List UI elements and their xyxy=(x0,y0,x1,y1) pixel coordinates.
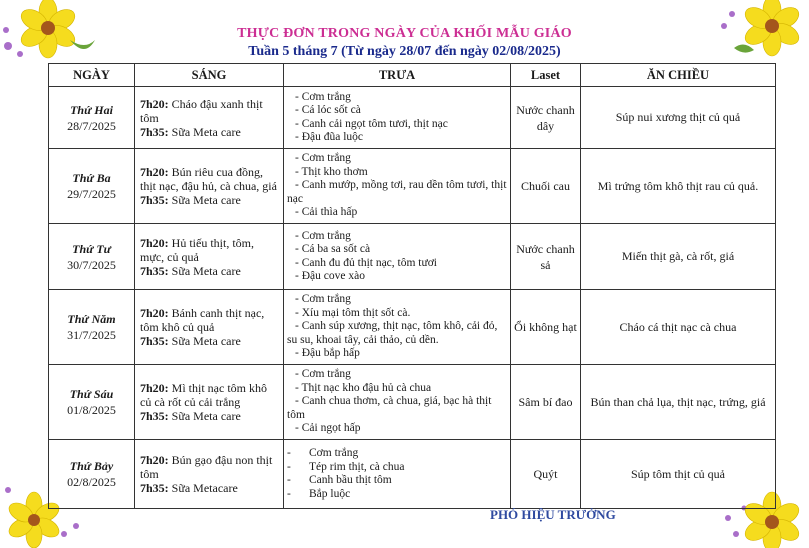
morning-milk: Sữa Meta care xyxy=(171,124,241,139)
morning-milk: Sữa Meta care xyxy=(171,334,241,348)
lunch-item: - Xíu mại tôm thịt sốt cà. xyxy=(295,306,411,319)
vice-principal-signature-label: PHÓ HIỆU TRƯỞNG xyxy=(490,507,616,522)
lunch-item: - Cơm trắng xyxy=(295,368,351,381)
day-name: Thứ Tư xyxy=(72,241,111,256)
day-name: Thứ Bảy xyxy=(69,459,114,473)
menu-week-subtitle: Tuần 5 tháng 7 (Từ ngày 28/07 đến ngày 02/08/2025) xyxy=(248,44,561,59)
morning-time: 7h35: xyxy=(140,334,169,348)
lunch-item: - Canh đu đủ thịt nạc, tôm tươi xyxy=(295,256,438,269)
laset-cell: Quýt xyxy=(511,440,581,509)
lunch-item: - Cá ba sa sốt cà xyxy=(295,243,371,255)
morning-time: 7h20: xyxy=(140,381,169,395)
laset-cell: Ổi không hạt xyxy=(511,290,581,365)
column-header-lunch: TRƯA xyxy=(284,64,511,87)
morning-dish: Bún riêu cua đồng, thịt nạc, đậu hủ, cà chua, giá xyxy=(140,165,277,193)
lunch-item: - Canh chua thơm, cà chua, giá, bạc hà thịt tôm xyxy=(287,395,492,421)
table-row xyxy=(49,224,776,290)
menu-title: THỰC ĐƠN TRONG NGÀY CỦA KHỐI MẪU GIÁO xyxy=(237,26,572,41)
laset-cell: Nước chanh sả xyxy=(511,224,581,290)
lunch-item: - Tép rim thịt, cà chua xyxy=(287,460,405,473)
morning-time: 7h20: xyxy=(140,306,169,320)
table-row xyxy=(49,440,776,509)
lunch-item: - Cải thìa hấp xyxy=(295,206,358,219)
lunch-item: - Cơm trắng xyxy=(287,447,359,459)
day-cell xyxy=(49,290,135,365)
afternoon-cell: Súp tôm thịt củ quả xyxy=(581,440,776,509)
column-header-laset: Laset xyxy=(511,64,581,87)
morning-time: 7h35: xyxy=(140,193,169,207)
lunch-item: - Đậu bắp hấp xyxy=(295,347,360,360)
lunch-item: - Canh bầu thịt tôm xyxy=(287,474,392,486)
day-cell xyxy=(49,224,135,290)
lunch-item: - Canh súp xương, thịt nạc, tôm khô, cải đỏ, su su, khoai tây, cải thảo, củ dền. xyxy=(287,320,498,346)
afternoon-cell: Mì trứng tôm khô thịt rau củ quả. xyxy=(581,149,776,224)
morning-time: 7h35: xyxy=(140,124,169,139)
lunch-item: - Canh mướp, mồng tơi, rau dền tôm tươi, thịt nạc xyxy=(287,179,507,205)
morning-dish: Mì thịt nạc tôm khô củ cà rốt củ cải trắng xyxy=(140,381,267,409)
lunch-item: - Thịt nạc kho đậu hủ cà chua xyxy=(295,381,432,394)
day-name: Thứ Hai xyxy=(70,102,113,117)
day-cell xyxy=(49,149,135,224)
day-date: 02/8/2025 xyxy=(67,475,116,489)
lunch-cell xyxy=(284,365,511,440)
lunch-item: - Cơm trắng xyxy=(295,90,351,103)
morning-time: 7h35: xyxy=(140,263,169,278)
morning-dish: Cháo đậu xanh thịt tôm xyxy=(140,96,263,125)
day-name: Thứ Ba xyxy=(72,171,111,185)
day-cell xyxy=(49,365,135,440)
day-date: 29/7/2025 xyxy=(67,187,116,201)
morning-milk: Sữa Metacare xyxy=(171,481,238,495)
table-header-row xyxy=(49,64,776,87)
column-header-day: NGÀY xyxy=(49,64,135,87)
afternoon-cell: Bún than chả lụa, thịt nạc, trứng, giá xyxy=(581,365,776,440)
afternoon-cell: Miến thịt gà, cà rốt, giá xyxy=(581,224,776,290)
morning-dish: Hủ tiếu thịt, tôm, mực, củ quả xyxy=(140,235,255,264)
lunch-item: - Cá lóc sốt cà xyxy=(295,104,361,116)
morning-time: 7h20: xyxy=(140,453,169,467)
day-date: 30/7/2025 xyxy=(67,257,116,272)
morning-cell xyxy=(135,440,284,509)
morning-cell xyxy=(135,365,284,440)
morning-milk: Sữa Meta care xyxy=(171,263,241,278)
morning-milk: Sữa Meta care xyxy=(171,193,241,207)
morning-cell xyxy=(135,224,284,290)
lunch-item: - Đậu cove xào xyxy=(295,270,365,282)
lunch-cell xyxy=(284,290,511,365)
laset-cell: Chuối cau xyxy=(511,149,581,224)
menu-table xyxy=(48,63,776,509)
day-date: 28/7/2025 xyxy=(67,118,116,133)
lunch-item: - Bắp luộc xyxy=(287,487,351,500)
afternoon-cell: Súp nui xương thịt củ quả xyxy=(581,87,776,149)
lunch-cell xyxy=(284,440,511,509)
column-header-afternoon: ĂN CHIỀU xyxy=(581,64,776,87)
day-date: 01/8/2025 xyxy=(67,403,116,417)
table-row xyxy=(49,87,776,149)
table-row xyxy=(49,290,776,365)
day-cell xyxy=(49,440,135,509)
lunch-item: - Cơm trắng xyxy=(295,229,351,242)
table-row xyxy=(49,149,776,224)
morning-cell xyxy=(135,87,284,149)
day-name: Thứ Năm xyxy=(67,312,116,326)
lunch-cell xyxy=(284,149,511,224)
lunch-item: - Cải ngọt hấp xyxy=(295,422,361,435)
lunch-item: - Cơm trắng xyxy=(295,152,351,165)
afternoon-cell: Cháo cá thịt nạc cà chua xyxy=(581,290,776,365)
morning-cell xyxy=(135,290,284,365)
lunch-item: - Cơm trắng xyxy=(295,293,351,306)
lunch-item: - Thịt kho thơm xyxy=(295,165,368,178)
lunch-cell xyxy=(284,87,511,149)
morning-time: 7h20: xyxy=(140,165,169,179)
table-row xyxy=(49,365,776,440)
morning-cell xyxy=(135,149,284,224)
laset-cell: Nước chanh dây xyxy=(511,87,581,149)
column-header-morning: SÁNG xyxy=(135,64,284,87)
morning-dish: Bún gạo đậu non thịt tôm xyxy=(140,453,273,481)
laset-cell: Sâm bí đao xyxy=(511,365,581,440)
morning-time: 7h35: xyxy=(140,481,169,495)
lunch-cell xyxy=(284,224,511,290)
morning-time: 7h20: xyxy=(140,96,169,111)
day-date: 31/7/2025 xyxy=(67,328,116,342)
lunch-item: - Canh cải ngọt tôm tươi, thịt nạc xyxy=(295,117,448,130)
day-name: Thứ Sáu xyxy=(69,387,114,401)
morning-time: 7h20: xyxy=(140,235,169,250)
morning-time: 7h35: xyxy=(140,409,169,423)
lunch-item: - Đậu đũa luộc xyxy=(295,131,364,143)
morning-dish: Bánh canh thịt nạc, tôm khô củ quả xyxy=(140,306,265,334)
morning-milk: Sữa Meta care xyxy=(171,409,241,423)
day-cell xyxy=(49,87,135,149)
